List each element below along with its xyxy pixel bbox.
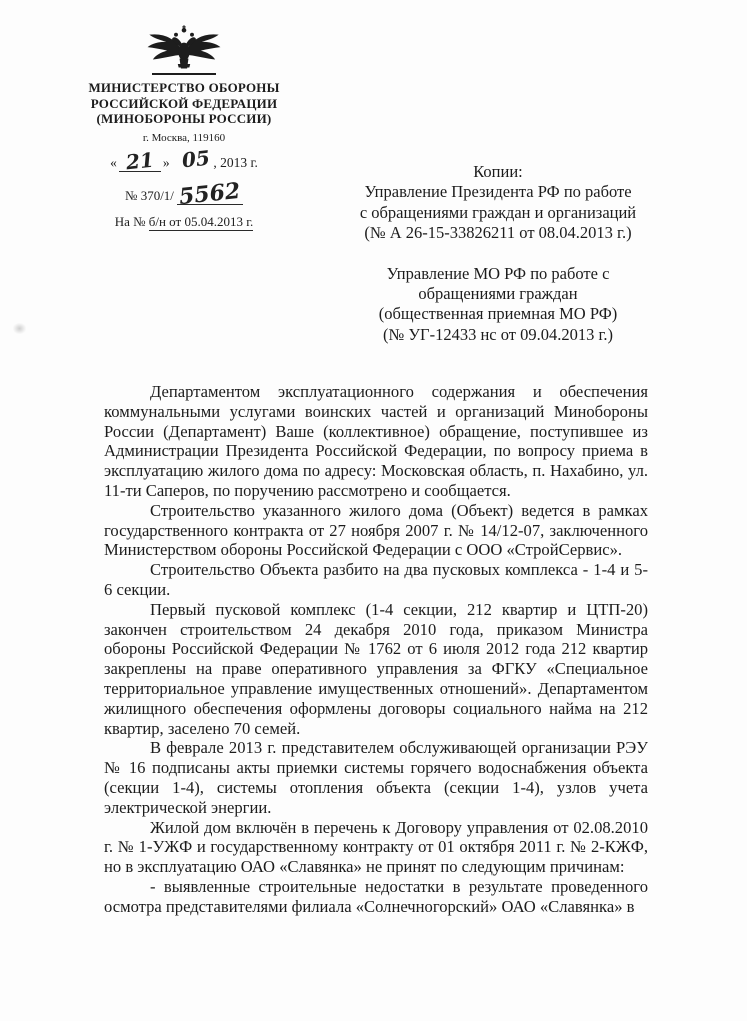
reference-prefix: На № (114, 213, 146, 229)
body-paragraph-6: Жилой дом включён в перечень к Договору управления от 02.08.2010 г. № 1-УЖФ и государственному контракту от 01 октября 2011 г. № 2-КЖФ, но в эксплуатацию ОАО «Славянка» не принят по следующим причинам: (104, 817, 648, 877)
recipient-address-2 (345, 264, 651, 346)
body-paragraph-1: Департаментом эксплуатационного содержания и обеспечения коммунальными услугами воинских частей и организаций Минобороны России (Департамент) Ваше (коллективное) обращение, поступившее из Администрации Президента Российской Федерации, по вопросу приема в эксплуатацию жилого дома по адресу: Московская область, п. Нахабино, ул. 11-ти Саперов, по поручению рассмотрено и сообщается. (104, 382, 648, 500)
letter-date-line (70, 145, 298, 178)
handwritten-month: 05 (180, 145, 211, 172)
recipient-2-line-1: Управление МО РФ по работе с (386, 263, 610, 283)
handwritten-day: 21 (124, 147, 155, 174)
letterhead (70, 24, 298, 230)
reference-value: б/н от 05.04.2013 г. (148, 213, 254, 229)
org-name (70, 80, 298, 127)
recipient-1-line-2: с обращениями граждан и организаций (359, 202, 637, 222)
org-name-line-2: РОССИЙСКОЙ ФЕДЕРАЦИИ (90, 95, 278, 111)
reference-line (70, 214, 298, 230)
letter-body (104, 382, 648, 917)
scan-artifact-smudge (13, 323, 26, 334)
body-paragraph-2: Строительство указанного жилого дома (Объект) ведется в рамках государственного контракта от 27 ноября 2007 г. № 14/12-07, заключенного Министерством обороны Российской Федерации с ООО «СтройСервис». (104, 500, 648, 560)
org-name-line-1: МИНИСТЕРСТВО ОБОРОНЫ (88, 80, 280, 95)
outgoing-number-blank (177, 177, 243, 210)
body-paragraph-7: - выявленные строительные недостатки в результате проведенного осмотра представителями филиала «Солнечногорский» ОАО «Славянка» в (104, 876, 648, 916)
recipient-address-1 (345, 182, 651, 243)
body-paragraph-4: Первый пусковой комплекс (1-4 секции, 212 квартир и ЦТП-20) закончен строительством 24 декабря 2010 года, приказом Министра обороны Российской Федерации № 1762 от 6 июля 2012 года 212 квартир закреплены на праве оперативного управления за ФГКУ «Специальное территориальное управление имущественных отношений». Департаментом жилищного обеспечения оформлены договоры социального найма на 212 квартир, заселено 70 семей. (104, 599, 648, 738)
org-name-line-3: (МИНОБОРОНЫ РОССИИ) (96, 111, 272, 126)
letterhead-divider (152, 73, 216, 75)
body-paragraph-5: В феврале 2013 г. представителем обслуживающей организации РЭУ № 16 подписаны акты приемки системы горячего водоснабжения объекта (секции 1-4), системы отопления объекта (секции 1-4), узлов учета электрической энергии. (104, 738, 648, 817)
outgoing-number-line (70, 177, 298, 211)
recipient-2-line-2: обращениями граждан (418, 284, 578, 304)
date-quote-open: « (110, 154, 117, 170)
org-address: г. Москва, 119160 (142, 131, 226, 144)
date-day-blank (119, 147, 161, 174)
handwritten-outgoing-number: 5562 (178, 177, 242, 210)
date-year: , 2013 г. (213, 154, 258, 170)
mod-double-headed-eagle-icon (70, 24, 298, 72)
copies-label: Копии: (473, 162, 523, 181)
recipient-1-line-1: Управление Президента РФ по работе (364, 182, 632, 202)
body-paragraph-3: Строительство Объекта разбито на два пусковых комплекса - 1-4 и 5-6 секции. (104, 560, 648, 599)
recipient-2-line-3: (общественная приемная МО РФ) (378, 304, 618, 324)
outgoing-number-prefix: № 370/1/ (125, 187, 174, 203)
date-quote-close: » (162, 154, 170, 170)
recipient-1-line-3: (№ А 26-15-33826211 от 08.04.2013 г.) (364, 223, 632, 243)
copies-block (345, 162, 651, 345)
recipient-2-line-4: (№ УГ-12433 нс от 09.04.2013 г.) (382, 324, 613, 344)
